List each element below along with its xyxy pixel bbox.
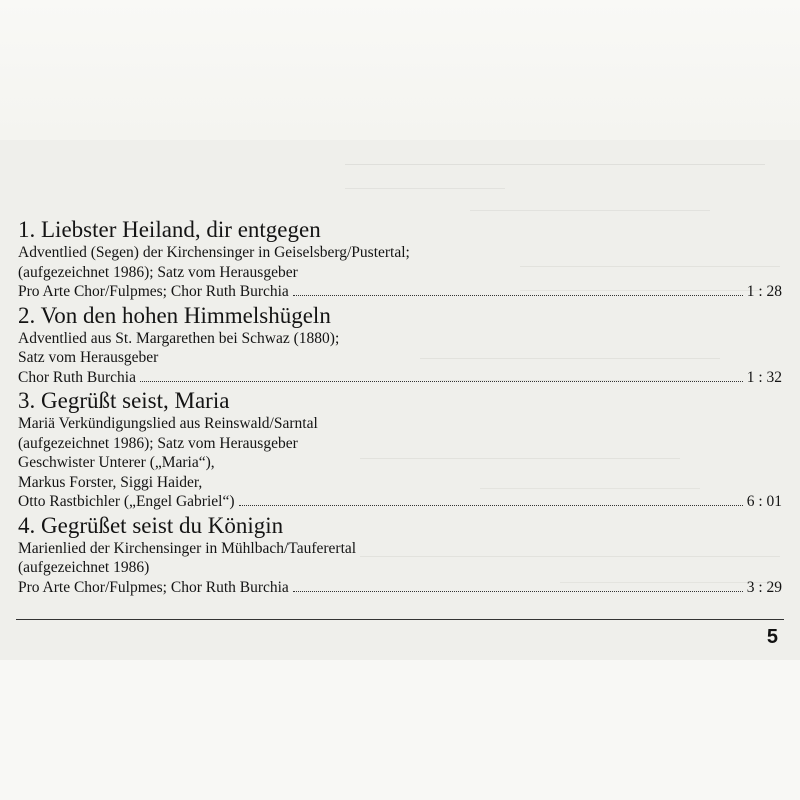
track-note-line: (aufgezeichnet 1986); Satz vom Herausgeber	[18, 263, 298, 281]
track-performers-line	[18, 578, 782, 598]
track-note-line: (aufgezeichnet 1986)	[18, 559, 150, 576]
track-performers-line	[18, 368, 782, 388]
page-number: 5	[766, 626, 778, 648]
track-entry-4	[18, 512, 782, 598]
track-note-line: Adventlied (Segen) der Kirchensinger in Geiselsberg/Pustertal;	[18, 244, 410, 261]
track-title: 3. Gegrüßt seist, Maria	[18, 388, 230, 413]
track-note-line: Marienlied der Kirchensinger in Mühlbach/Tauferertal	[18, 539, 357, 557]
top-background	[0, 0, 800, 140]
track-note-line: (aufgezeichnet 1986); Satz vom Herausgeber	[18, 434, 298, 452]
track-title: 1. Liebster Heiland, dir entgegen	[18, 217, 321, 242]
track-duration: 1 : 32	[746, 368, 782, 386]
track-note-line: Geschwister Unterer („Maria“),	[18, 454, 215, 471]
track-entry-1	[18, 216, 782, 302]
track-performers: Pro Arte Chor/Fulpmes; Chor Ruth Burchia	[18, 283, 289, 300]
track-performers: Pro Arte Chor/Fulpmes; Chor Ruth Burchia	[18, 578, 289, 596]
track-performers-line	[18, 492, 782, 512]
track-note-line: Adventlied aus St. Margarethen bei Schwaz (1880);	[18, 329, 340, 347]
track-note-line: Satz vom Herausgeber	[18, 349, 159, 366]
track-performers: Otto Rastbichler („Engel Gabriel“)	[18, 493, 235, 510]
track-title: 2. Von den hohen Himmelshügeln	[18, 302, 331, 328]
track-title: 4. Gegrüßet seist du Königin	[18, 512, 284, 538]
track-entry-2	[18, 302, 782, 388]
track-list	[18, 216, 782, 597]
track-note-line: Markus Forster, Siggi Haider,	[18, 473, 203, 491]
dot-leader	[293, 591, 743, 592]
track-duration: 3 : 29	[746, 578, 782, 596]
track-note-line: Mariä Verkündigungslied aus Reinswald/Sarntal	[18, 415, 318, 432]
dot-leader	[239, 505, 743, 506]
track-duration: 1 : 28	[746, 283, 782, 300]
track-duration: 6 : 01	[746, 493, 782, 510]
track-performers: Chor Ruth Burchia	[18, 368, 136, 386]
track-entry-3	[18, 387, 782, 512]
track-performers-line	[18, 282, 782, 302]
bottom-background	[0, 660, 800, 800]
footer-rule	[16, 619, 784, 620]
dot-leader	[293, 295, 743, 296]
dot-leader	[140, 381, 743, 382]
